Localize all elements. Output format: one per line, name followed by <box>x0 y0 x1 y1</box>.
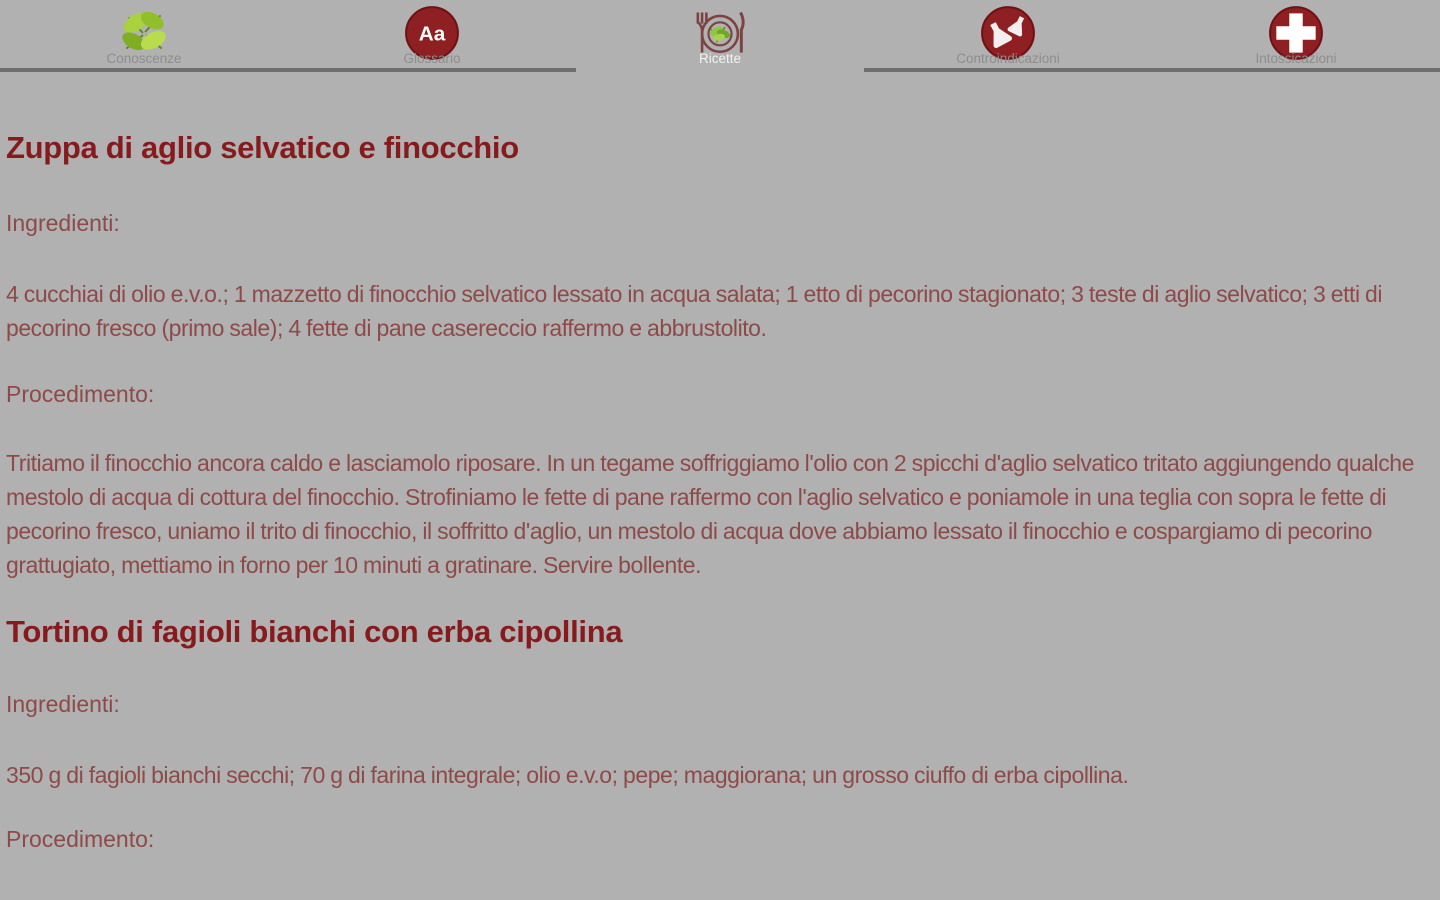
recipe-title: Zuppa di aglio selvatico e finocchio <box>6 130 519 165</box>
tab-label-conoscenze: Conoscenze <box>106 51 182 66</box>
tab-label-intossicazioni: Intossicazioni <box>1255 51 1337 66</box>
ingredients-label: Ingredienti: <box>6 691 120 717</box>
recipes-scroll-area[interactable] <box>0 131 1440 853</box>
ingredients-text: 4 cucchiai di olio e.v.o.; 1 mazzetto di finocchio selvatico lessato in acqua salata; 1 etto di pecorino stagionato; 3 teste di aglio selvatico; 3 etti di pecorino fresco (primo sale); 4 fette di pane casereccio raffermo e abbrustolito. <box>6 281 1383 341</box>
top-tab-bar <box>0 0 1440 72</box>
tab-conoscenze[interactable] <box>0 0 288 72</box>
tab-intossicazioni[interactable] <box>1152 0 1440 72</box>
tab-label-ricette: Ricette <box>698 51 742 66</box>
recipe-zuppa <box>6 131 1424 582</box>
procedure-label: Procedimento: <box>6 381 155 407</box>
recipe-title: Tortino di fagioli bianchi con erba cipollina <box>6 614 623 649</box>
recipe-tortino <box>6 615 1424 853</box>
ingredients-label: Ingredienti: <box>6 210 120 236</box>
tab-glossario[interactable] <box>288 0 576 72</box>
ingredients-text: 350 g di fagioli bianchi secchi; 70 g di farina integrale; olio e.v.o; pepe; maggiorana; un grosso ciuffo di erba cipollina. <box>6 762 1129 788</box>
procedure-text: Tritiamo il finocchio ancora caldo e lasciamolo riposare. In un tegame soffriggiamo l'olio con 2 spicchi d'aglio selvatico tritato aggiungendo qualche mestolo di acqua di cottura del finocchio. Strofiniamo le fette di pane raffermo con l'aglio selvatico e poniamole in una teglia con sopra le fette di pecorino fresco, uniamo il trito di finocchio, il soffritto d'aglio, un mestolo di acqua dove abbiamo lessato il finocchio e cospargiamo di pecorino grattugiato, mettiamo in forno per 10 minuti a gratinare. Servire bollente. <box>6 450 1414 578</box>
tab-ricette[interactable] <box>576 0 864 72</box>
tab-label-glossario: Glossario <box>403 51 461 66</box>
svg-text:Aa: Aa <box>418 22 446 46</box>
tab-controindicazioni[interactable] <box>864 0 1152 72</box>
procedure-label: Procedimento: <box>6 826 155 852</box>
tab-label-controindicazioni: Controindicazioni <box>956 51 1060 66</box>
